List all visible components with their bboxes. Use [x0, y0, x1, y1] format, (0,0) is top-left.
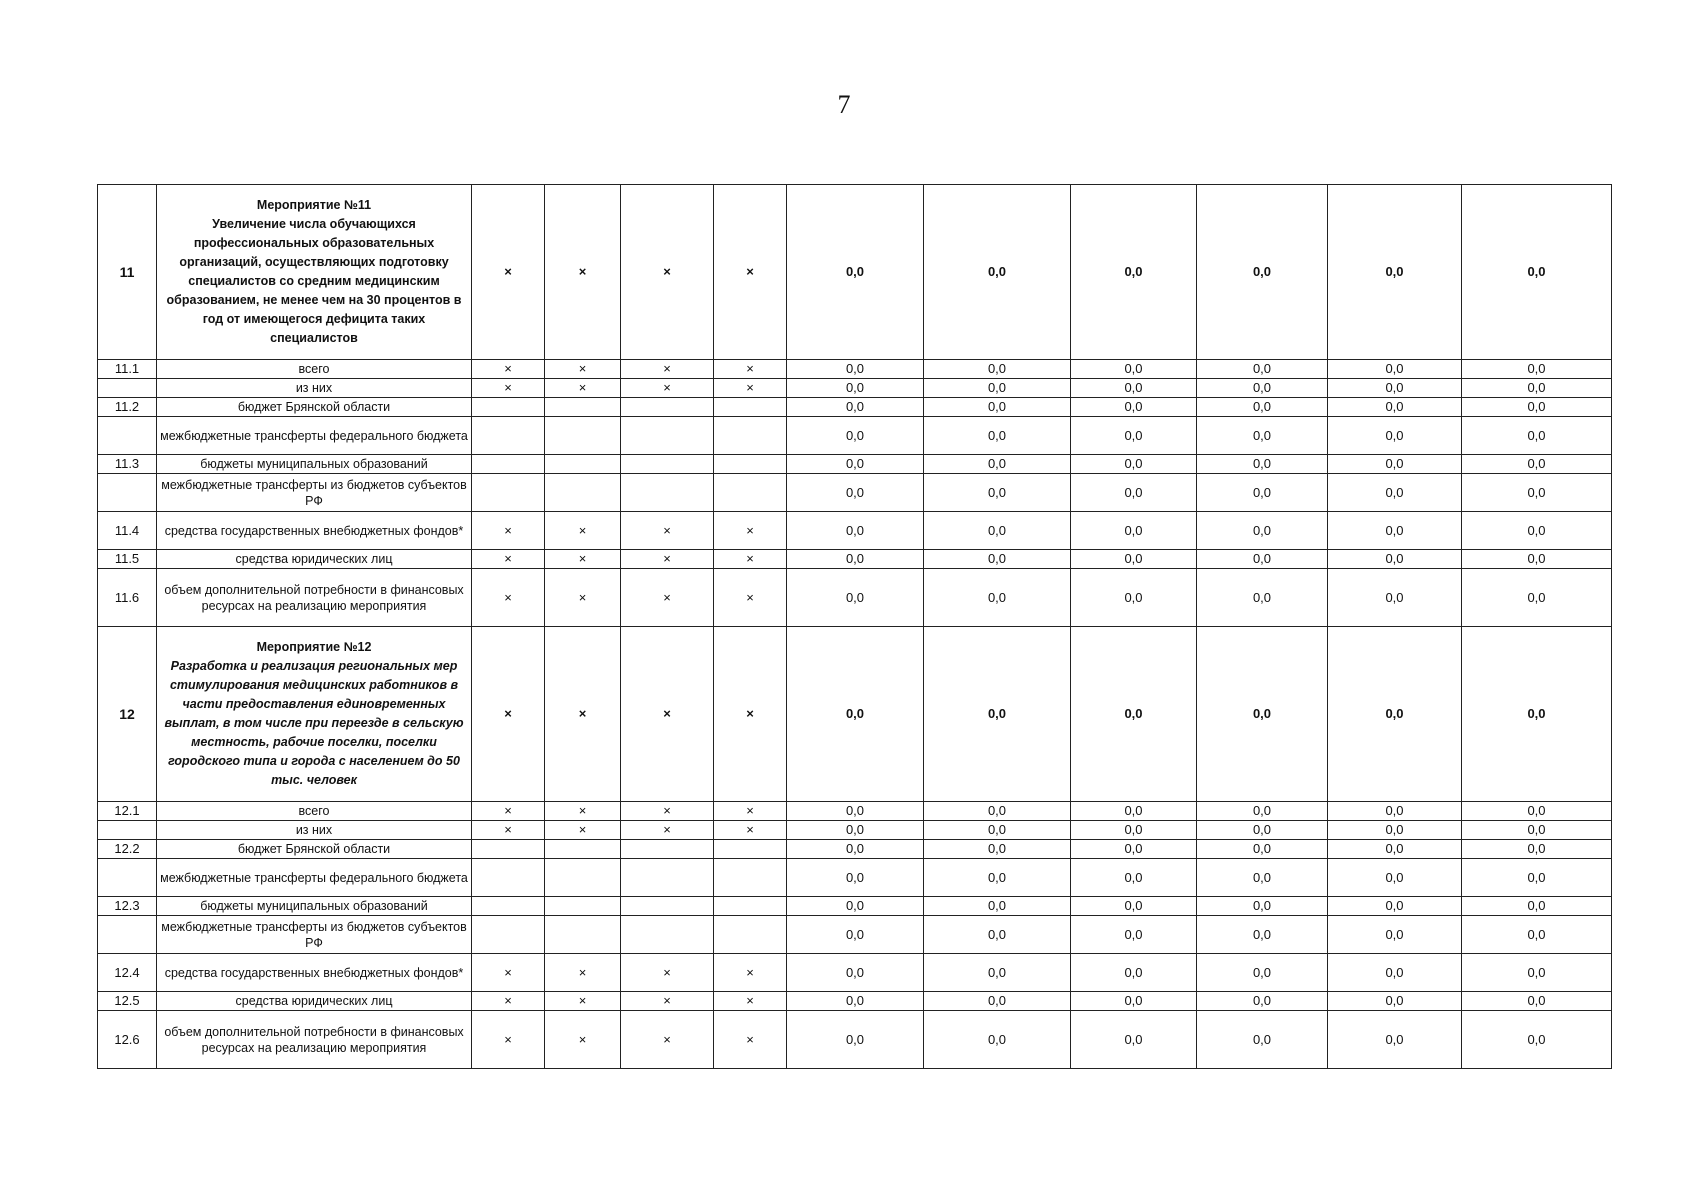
- value-cell: 0,0: [924, 897, 1071, 916]
- value-cell: 0,0: [1328, 627, 1462, 802]
- row-number-cell: 12: [98, 627, 157, 802]
- measure-heading: [160, 196, 468, 348]
- row-number-cell: 11: [98, 185, 157, 360]
- value-cell: 0,0: [787, 569, 924, 627]
- row-label-cell: всего: [157, 360, 472, 379]
- value-cell: 0,0: [1328, 512, 1462, 550]
- row-label-cell: межбюджетные трансферты из бюджетов субъектов РФ: [157, 916, 472, 954]
- value-cell: 0,0: [787, 185, 924, 360]
- value-cell: 0,0: [787, 550, 924, 569]
- row-number-cell: 11.5: [98, 550, 157, 569]
- table-row: [98, 802, 1612, 821]
- row-number-cell: 11.3: [98, 455, 157, 474]
- cross-cell: ×: [545, 550, 621, 569]
- table-row: [98, 916, 1612, 954]
- table-row: [98, 398, 1612, 417]
- cross-cell: ×: [621, 627, 714, 802]
- cross-cell: ×: [472, 360, 545, 379]
- value-cell: 0,0: [1328, 859, 1462, 897]
- value-cell: 0,0: [1328, 821, 1462, 840]
- value-cell: 0,0: [1071, 627, 1197, 802]
- row-number-cell: 12.5: [98, 992, 157, 1011]
- cross-cell: [621, 455, 714, 474]
- cross-cell: ×: [621, 802, 714, 821]
- table-row: [98, 840, 1612, 859]
- cross-cell: [714, 398, 787, 417]
- financing-table: [97, 184, 1612, 1069]
- cross-cell: [714, 417, 787, 455]
- cross-cell: ×: [545, 569, 621, 627]
- cross-cell: ×: [621, 379, 714, 398]
- measure-title: Мероприятие №12: [256, 640, 372, 654]
- value-cell: 0,0: [1197, 512, 1328, 550]
- value-cell: 0,0: [787, 417, 924, 455]
- row-number-cell: 12.6: [98, 1011, 157, 1069]
- row-number-cell: 12.2: [98, 840, 157, 859]
- row-label-cell: бюджет Брянской области: [157, 840, 472, 859]
- value-cell: 0,0: [1462, 417, 1612, 455]
- value-cell: 0,0: [924, 550, 1071, 569]
- cross-cell: [472, 455, 545, 474]
- row-number-cell: 11.6: [98, 569, 157, 627]
- cross-cell: ×: [714, 627, 787, 802]
- value-cell: 0,0: [1328, 954, 1462, 992]
- value-cell: 0,0: [1197, 185, 1328, 360]
- value-cell: 0,0: [1197, 840, 1328, 859]
- row-label-cell: межбюджетные трансферты федерального бюджета: [157, 859, 472, 897]
- value-cell: 0,0: [924, 398, 1071, 417]
- cross-cell: ×: [472, 550, 545, 569]
- value-cell: 0,0: [1328, 474, 1462, 512]
- cross-cell: ×: [472, 185, 545, 360]
- value-cell: 0,0: [1462, 569, 1612, 627]
- value-cell: 0,0: [1197, 417, 1328, 455]
- value-cell: 0,0: [1197, 1011, 1328, 1069]
- cross-cell: ×: [714, 569, 787, 627]
- cross-cell: [714, 916, 787, 954]
- value-cell: 0,0: [1328, 185, 1462, 360]
- cross-cell: [714, 455, 787, 474]
- value-cell: 0,0: [1462, 897, 1612, 916]
- table-body: [98, 185, 1612, 1069]
- cross-cell: ×: [714, 954, 787, 992]
- row-number-cell: [98, 417, 157, 455]
- row-label-cell: из них: [157, 379, 472, 398]
- value-cell: 0,0: [1328, 840, 1462, 859]
- value-cell: 0,0: [787, 379, 924, 398]
- table-row: [98, 379, 1612, 398]
- value-cell: 0,0: [924, 859, 1071, 897]
- table-row: [98, 1011, 1612, 1069]
- cross-cell: [472, 398, 545, 417]
- table-row: [98, 455, 1612, 474]
- value-cell: 0,0: [1462, 1011, 1612, 1069]
- value-cell: 0,0: [1197, 550, 1328, 569]
- measure-heading: [160, 638, 468, 790]
- row-label-cell: бюджет Брянской области: [157, 398, 472, 417]
- value-cell: 0,0: [1071, 185, 1197, 360]
- cross-cell: [714, 859, 787, 897]
- row-label-cell: средства государственных внебюджетных фондов*: [157, 954, 472, 992]
- value-cell: 0,0: [1071, 821, 1197, 840]
- table-row: [98, 474, 1612, 512]
- value-cell: 0,0: [1197, 474, 1328, 512]
- row-number-cell: [98, 474, 157, 512]
- value-cell: 0,0: [1462, 840, 1612, 859]
- value-cell: 0,0: [787, 512, 924, 550]
- value-cell: 0,0: [787, 840, 924, 859]
- cross-cell: ×: [621, 992, 714, 1011]
- value-cell: 0,0: [1328, 569, 1462, 627]
- value-cell: 0,0: [1462, 916, 1612, 954]
- value-cell: 0,0: [924, 185, 1071, 360]
- cross-cell: [472, 417, 545, 455]
- value-cell: 0,0: [1328, 379, 1462, 398]
- table-row: [98, 185, 1612, 360]
- row-number-cell: 12.1: [98, 802, 157, 821]
- value-cell: 0,0: [787, 627, 924, 802]
- row-label-cell: [157, 627, 472, 802]
- value-cell: 0,0: [1462, 821, 1612, 840]
- value-cell: 0,0: [1071, 916, 1197, 954]
- value-cell: 0,0: [1071, 954, 1197, 992]
- value-cell: 0,0: [1462, 379, 1612, 398]
- table-row: [98, 859, 1612, 897]
- table-row: [98, 417, 1612, 455]
- cross-cell: [472, 897, 545, 916]
- measure-description: Разработка и реализация региональных мер стимулирования медицинских работников в части предоставления единовременных выплат, в том числе при переезде в сельскую местность, рабочие поселки, поселки городского типа и города с населением до 50 тыс. человек: [164, 659, 464, 787]
- value-cell: 0,0: [924, 992, 1071, 1011]
- value-cell: 0,0: [1328, 550, 1462, 569]
- table-row: [98, 821, 1612, 840]
- value-cell: 0,0: [924, 512, 1071, 550]
- value-cell: 0,0: [1328, 398, 1462, 417]
- value-cell: 0,0: [787, 360, 924, 379]
- cross-cell: [545, 859, 621, 897]
- value-cell: 0,0: [924, 954, 1071, 992]
- cross-cell: ×: [472, 1011, 545, 1069]
- value-cell: 0,0: [1462, 398, 1612, 417]
- value-cell: 0,0: [924, 474, 1071, 512]
- cross-cell: ×: [621, 569, 714, 627]
- cross-cell: ×: [545, 512, 621, 550]
- value-cell: 0,0: [1197, 992, 1328, 1011]
- value-cell: 0,0: [1071, 550, 1197, 569]
- cross-cell: [621, 916, 714, 954]
- value-cell: 0,0: [1197, 897, 1328, 916]
- cross-cell: [621, 398, 714, 417]
- cross-cell: [621, 859, 714, 897]
- value-cell: 0,0: [1328, 417, 1462, 455]
- table-row: [98, 360, 1612, 379]
- value-cell: 0,0: [787, 897, 924, 916]
- row-label-cell: средства юридических лиц: [157, 550, 472, 569]
- row-label-cell: объем дополнительной потребности в финансовых ресурсах на реализацию мероприятия: [157, 1011, 472, 1069]
- cross-cell: [621, 474, 714, 512]
- value-cell: 0,0: [1071, 859, 1197, 897]
- cross-cell: ×: [545, 185, 621, 360]
- value-cell: 0,0: [924, 360, 1071, 379]
- value-cell: 0,0: [1071, 360, 1197, 379]
- value-cell: 0,0: [924, 379, 1071, 398]
- value-cell: 0,0: [787, 802, 924, 821]
- cross-cell: [545, 417, 621, 455]
- value-cell: 0,0: [924, 627, 1071, 802]
- value-cell: 0,0: [1462, 992, 1612, 1011]
- cross-cell: [714, 474, 787, 512]
- value-cell: 0,0: [787, 954, 924, 992]
- value-cell: 0,0: [787, 1011, 924, 1069]
- value-cell: 0,0: [1071, 992, 1197, 1011]
- cross-cell: ×: [472, 379, 545, 398]
- value-cell: 0,0: [1462, 360, 1612, 379]
- row-label-cell: средства государственных внебюджетных фондов*: [157, 512, 472, 550]
- row-label-cell: межбюджетные трансферты федерального бюджета: [157, 417, 472, 455]
- row-label-cell: бюджеты муниципальных образований: [157, 897, 472, 916]
- value-cell: 0,0: [1197, 455, 1328, 474]
- cross-cell: ×: [714, 360, 787, 379]
- table-row: [98, 954, 1612, 992]
- row-label-cell: объем дополнительной потребности в финансовых ресурсах на реализацию мероприятия: [157, 569, 472, 627]
- row-label-cell: межбюджетные трансферты из бюджетов субъектов РФ: [157, 474, 472, 512]
- value-cell: 0,0: [787, 821, 924, 840]
- cross-cell: ×: [714, 821, 787, 840]
- value-cell: 0,0: [1462, 550, 1612, 569]
- row-number-cell: 12.4: [98, 954, 157, 992]
- value-cell: 0,0: [924, 569, 1071, 627]
- cross-cell: [621, 417, 714, 455]
- value-cell: 0,0: [787, 455, 924, 474]
- cross-cell: [621, 840, 714, 859]
- row-number-cell: 11.2: [98, 398, 157, 417]
- value-cell: 0,0: [924, 802, 1071, 821]
- cross-cell: ×: [545, 802, 621, 821]
- value-cell: 0,0: [1071, 802, 1197, 821]
- cross-cell: [472, 859, 545, 897]
- value-cell: 0,0: [1071, 569, 1197, 627]
- cross-cell: ×: [472, 821, 545, 840]
- value-cell: 0,0: [1071, 512, 1197, 550]
- value-cell: 0,0: [1071, 379, 1197, 398]
- cross-cell: ×: [621, 360, 714, 379]
- cross-cell: ×: [472, 627, 545, 802]
- row-number-cell: [98, 859, 157, 897]
- value-cell: 0,0: [1197, 859, 1328, 897]
- value-cell: 0,0: [1071, 1011, 1197, 1069]
- value-cell: 0,0: [1328, 897, 1462, 916]
- value-cell: 0,0: [787, 916, 924, 954]
- row-label-cell: всего: [157, 802, 472, 821]
- value-cell: 0,0: [1197, 802, 1328, 821]
- cross-cell: [472, 840, 545, 859]
- value-cell: 0,0: [1462, 859, 1612, 897]
- value-cell: 0,0: [924, 821, 1071, 840]
- cross-cell: ×: [621, 185, 714, 360]
- value-cell: 0,0: [1328, 916, 1462, 954]
- row-number-cell: 11.4: [98, 512, 157, 550]
- value-cell: 0,0: [1197, 954, 1328, 992]
- cross-cell: ×: [472, 802, 545, 821]
- table-row: [98, 512, 1612, 550]
- cross-cell: ×: [714, 379, 787, 398]
- value-cell: 0,0: [1197, 569, 1328, 627]
- cross-cell: [545, 897, 621, 916]
- cross-cell: [545, 474, 621, 512]
- page-number: 7: [837, 90, 851, 119]
- value-cell: 0,0: [1462, 455, 1612, 474]
- value-cell: 0,0: [1071, 398, 1197, 417]
- value-cell: 0,0: [787, 859, 924, 897]
- cross-cell: ×: [621, 821, 714, 840]
- cross-cell: ×: [545, 1011, 621, 1069]
- value-cell: 0,0: [1071, 897, 1197, 916]
- value-cell: 0,0: [1071, 840, 1197, 859]
- cross-cell: [545, 840, 621, 859]
- value-cell: 0,0: [1462, 474, 1612, 512]
- value-cell: 0,0: [1197, 379, 1328, 398]
- cross-cell: [714, 897, 787, 916]
- table-row: [98, 992, 1612, 1011]
- value-cell: 0,0: [1071, 417, 1197, 455]
- cross-cell: [472, 916, 545, 954]
- value-cell: 0,0: [787, 474, 924, 512]
- cross-cell: ×: [714, 992, 787, 1011]
- cross-cell: ×: [714, 550, 787, 569]
- value-cell: 0,0: [924, 417, 1071, 455]
- cross-cell: [545, 398, 621, 417]
- row-number-cell: [98, 916, 157, 954]
- cross-cell: ×: [621, 954, 714, 992]
- measure-description: Увеличение числа обучающихся профессиональных образовательных организаций, осуществляющих подготовку специалистов со средним медицинским образованием, не менее чем на 30 процентов в год от имеющегося дефицита таких специалистов: [166, 217, 462, 345]
- row-label-cell: бюджеты муниципальных образований: [157, 455, 472, 474]
- table-row: [98, 627, 1612, 802]
- cross-cell: ×: [545, 992, 621, 1011]
- value-cell: 0,0: [1328, 992, 1462, 1011]
- cross-cell: ×: [621, 512, 714, 550]
- cross-cell: ×: [714, 1011, 787, 1069]
- row-label-cell: из них: [157, 821, 472, 840]
- value-cell: 0,0: [1462, 802, 1612, 821]
- value-cell: 0,0: [1328, 360, 1462, 379]
- cross-cell: ×: [472, 569, 545, 627]
- cross-cell: ×: [472, 992, 545, 1011]
- value-cell: 0,0: [1462, 627, 1612, 802]
- table-row: [98, 897, 1612, 916]
- value-cell: 0,0: [787, 398, 924, 417]
- table-row: [98, 550, 1612, 569]
- measure-title: Мероприятие №11: [256, 198, 372, 212]
- value-cell: 0,0: [924, 840, 1071, 859]
- cross-cell: [545, 455, 621, 474]
- cross-cell: [714, 840, 787, 859]
- table-row: [98, 569, 1612, 627]
- row-number-cell: 11.1: [98, 360, 157, 379]
- cross-cell: ×: [545, 379, 621, 398]
- value-cell: 0,0: [1197, 627, 1328, 802]
- cross-cell: ×: [545, 821, 621, 840]
- cross-cell: ×: [472, 512, 545, 550]
- cross-cell: [472, 474, 545, 512]
- cross-cell: ×: [714, 802, 787, 821]
- value-cell: 0,0: [1328, 802, 1462, 821]
- cross-cell: ×: [545, 360, 621, 379]
- cross-cell: [545, 916, 621, 954]
- cross-cell: ×: [714, 185, 787, 360]
- value-cell: 0,0: [1462, 512, 1612, 550]
- value-cell: 0,0: [1462, 954, 1612, 992]
- value-cell: 0,0: [924, 916, 1071, 954]
- cross-cell: ×: [621, 550, 714, 569]
- row-label-cell: [157, 185, 472, 360]
- value-cell: 0,0: [1462, 185, 1612, 360]
- value-cell: 0,0: [1197, 360, 1328, 379]
- value-cell: 0,0: [1197, 821, 1328, 840]
- cross-cell: ×: [472, 954, 545, 992]
- value-cell: 0,0: [1328, 1011, 1462, 1069]
- cross-cell: ×: [714, 512, 787, 550]
- value-cell: 0,0: [1071, 474, 1197, 512]
- cross-cell: [621, 897, 714, 916]
- cross-cell: ×: [545, 627, 621, 802]
- value-cell: 0,0: [924, 455, 1071, 474]
- row-number-cell: [98, 821, 157, 840]
- value-cell: 0,0: [787, 992, 924, 1011]
- value-cell: 0,0: [1197, 398, 1328, 417]
- row-number-cell: 12.3: [98, 897, 157, 916]
- value-cell: 0,0: [1328, 455, 1462, 474]
- value-cell: 0,0: [1071, 455, 1197, 474]
- value-cell: 0,0: [924, 1011, 1071, 1069]
- cross-cell: ×: [545, 954, 621, 992]
- row-number-cell: [98, 379, 157, 398]
- row-label-cell: средства юридических лиц: [157, 992, 472, 1011]
- value-cell: 0,0: [1197, 916, 1328, 954]
- cross-cell: ×: [621, 1011, 714, 1069]
